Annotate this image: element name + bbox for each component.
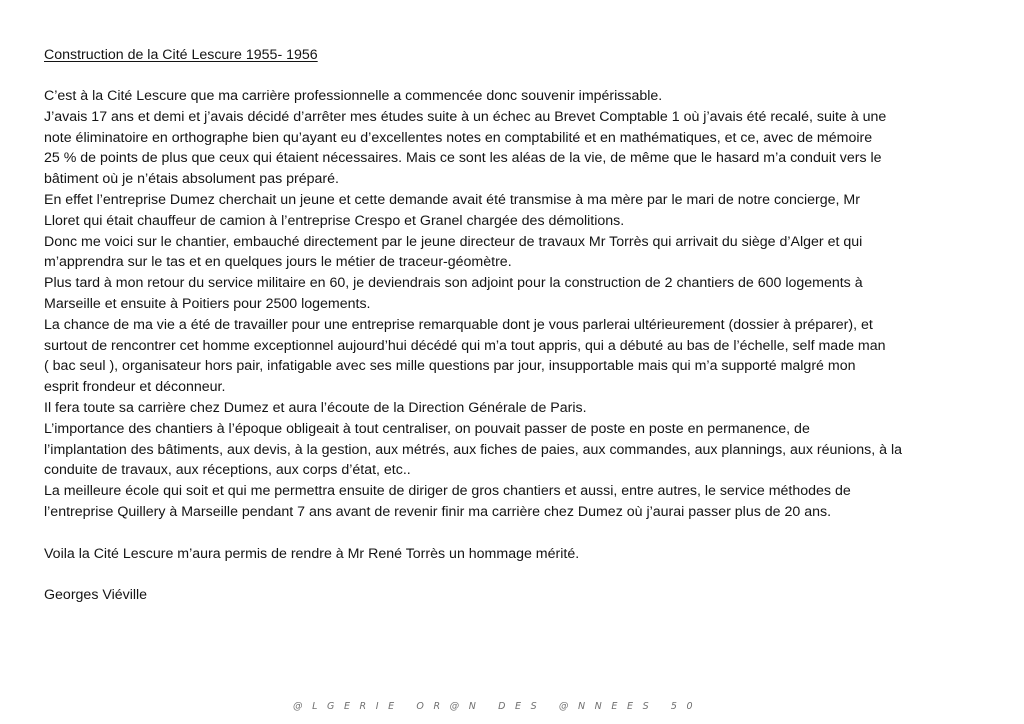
paragraph-line: L’importance des chantiers à l’époque obligeait à tout centraliser, on pouvait passer de poste en poste en permanence, de bbox=[44, 420, 810, 437]
document-body bbox=[44, 86, 1004, 606]
paragraph-line: conduite de travaux, aux réceptions, aux corps d’état, etc.. bbox=[44, 462, 411, 479]
paragraph-line: note éliminatoire en orthographe bien qu’ayant eu d’excellentes notes en comptabilité et en mathématiques, et ce, avec de mémoire bbox=[44, 129, 873, 146]
paragraph-line: La meilleure école qui soit et qui me permettra ensuite de diriger de gros chantiers et aussi, entre autres, le service méthodes de bbox=[44, 483, 851, 500]
paragraph-line: 25 % de points de plus que ceux qui étaient nécessaires. Mais ce sont les aléas de la vie, de même que le hasard m’a conduit vers le bbox=[44, 150, 882, 167]
paragraph-line: surtout de rencontrer cet homme exceptionnel aujourd’hui décédé qui m’a tout appris, qui a débuté au bas de l’échelle, self made man bbox=[44, 337, 886, 354]
paragraph-line: La chance de ma vie a été de travailler pour une entreprise remarquable dont je vous parlerai ultérieurement (dossier à préparer), et bbox=[44, 316, 873, 333]
paragraph-line: Marseille et ensuite à Poitiers pour 2500 logements. bbox=[44, 295, 371, 312]
document-title: Construction de la Cité Lescure 1955- 1956 bbox=[44, 47, 318, 63]
paragraph-line: m’apprendra sur le tas et en quelques jours le métier de traceur-géomètre. bbox=[44, 254, 512, 271]
paragraph-line: esprit frondeur et déconneur. bbox=[44, 379, 226, 396]
paragraph-line: J’avais 17 ans et demi et j’avais décidé d’arrêter mes études suite à un échec au Brevet Comptable 1 où j’avais été recalé, suite à une bbox=[44, 108, 887, 125]
paragraph-line: Il fera toute sa carrière chez Dumez et aura l’écoute de la Direction Générale de Paris. bbox=[44, 399, 587, 416]
footer-watermark: @LGERIE OR@N DES @NNEES 50 bbox=[293, 701, 703, 712]
signature: Georges Viéville bbox=[44, 587, 148, 604]
paragraph-line: En effet l’entreprise Dumez cherchait un jeune et cette demande avait été transmise à ma mère par le mari de notre concierge, Mr bbox=[44, 191, 860, 208]
paragraph-line: ( bac seul ), organisateur hors pair, infatigable avec ses mille questions par jour, insupportable mais qui m’a supporté malgré mon bbox=[44, 358, 856, 375]
paragraph-line: l’entreprise Quillery à Marseille pendant 7 ans avant de revenir finir ma carrière chez Dumez où j’aurai passer plus de 20 ans. bbox=[44, 503, 832, 520]
paragraph-line: bâtiment où je n’étais absolument pas préparé. bbox=[44, 171, 339, 188]
paragraph-spacer bbox=[44, 523, 1004, 544]
paragraph-line: C’est à la Cité Lescure que ma carrière professionnelle a commencée donc souvenir impérissable. bbox=[44, 88, 663, 104]
paragraph-line: Donc me voici sur le chantier, embauché directement par le jeune directeur de travaux Mr Torrès qui arrivait du siège d’Alger et qui bbox=[44, 233, 863, 250]
paragraph-line: Plus tard à mon retour du service militaire en 60, je deviendrais son adjoint pour la construction de 2 chantiers de 600 logements à bbox=[44, 275, 863, 292]
paragraph-spacer bbox=[44, 564, 1004, 585]
closing-line: Voila la Cité Lescure m’aura permis de rendre à Mr René Torrès un hommage mérité. bbox=[44, 545, 580, 562]
paragraph-line: Lloret qui était chauffeur de camion à l’entreprise Crespo et Granel chargée des démolitions. bbox=[44, 212, 625, 229]
paragraph-line: l’implantation des bâtiments, aux devis, à la gestion, aux métrés, aux fiches de paies, aux commandes, aux plannings, aux réunions, à la bbox=[44, 441, 903, 458]
